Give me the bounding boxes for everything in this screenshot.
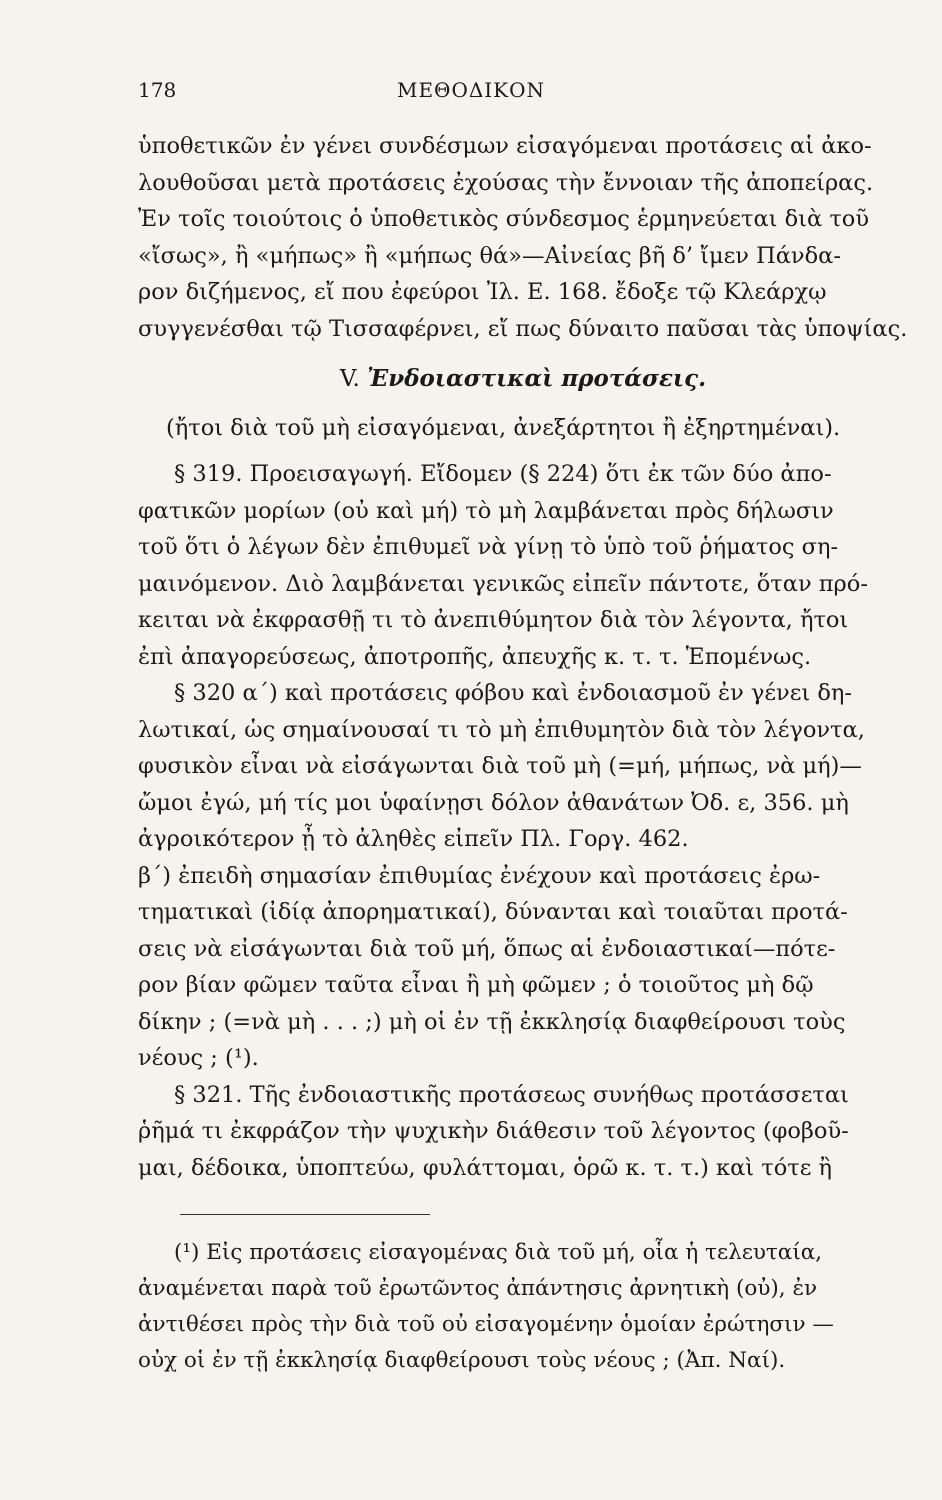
running-title: ΜΕΘΟΔΙΚΟΝ (396, 78, 546, 102)
text-line: § 321. Τῆς ἐνδοιαστικῆς προτάσεως συνήθως προτάσσεται (174, 1081, 849, 1108)
section-subtitle: (ἤτοι διὰ τοῦ μὴ εἰσαγόμεναι, ἀνεξάρτητοι ἢ ἐξηρτημέναι). (166, 414, 841, 441)
text-line: φατικῶν μορίων (οὐ καὶ μή) τὸ μὴ λαμβάνεται πρὸς δήλωσιν (138, 497, 834, 524)
text-line: β΄) ἐπειδὴ σημασίαν ἐπιθυμίας ἐνέχουν καὶ προτάσεις ἐρω- (138, 862, 821, 889)
footnote-line: ἀναμένεται παρὰ τοῦ ἐρωτῶντος ἀπάντησις ἀρνητικὴ (οὐ), ἐν (138, 1276, 818, 1301)
page-header (0, 78, 942, 108)
text-line: λωτικαί, ὡς σημαίνουσαί τι τὸ μὴ ἐπιθυμητὸν διὰ τὸν λέγοντα, (138, 716, 865, 743)
text-line: ὤμοι ἐγώ, μή τίς μοι ὑφαίνῃσι δόλον ἀθανάτων Ὀδ. ε, 356. μὴ (138, 789, 849, 816)
text-line: ἐπὶ ἀπαγορεύσεως, ἀποτροπῆς, ἀπευχῆς κ. τ. τ. Ἑπομένως. (138, 643, 812, 670)
text-line: λουθοῦσαι μετὰ προτάσεις ἐχούσας τὴν ἔννοιαν τῆς ἀποπείρας. (138, 169, 874, 196)
text-line: ρον διζήμενος, εἴ που ἐφεύροι Ἰλ. Ε. 168. ἔδοξε τῷ Κλεάρχῳ (138, 279, 827, 305)
text-line: ρον βίαν φῶμεν ταῦτα εἶναι ἢ μὴ φῶμεν ; ὁ τοιοῦτος μὴ δῷ (138, 972, 814, 998)
footnote (138, 1235, 908, 1379)
footnote-line: ἀντιθέσει πρὸς τὴν διὰ τοῦ οὐ εἰσαγομένην ὁμοίαν ἐρώτησιν — (138, 1312, 834, 1337)
text-line: ὑποθετικῶν ἐν γένει συνδέσμων εἰσαγόμεναι προτάσεις αἱ ἀκο- (138, 133, 872, 159)
footnote-line: (¹) Εἰς προτάσεις εἰσαγομένας διὰ τοῦ μή, οἷα ἡ τελευταία, (174, 1240, 823, 1265)
text-line: τοῦ ὅτι ὁ λέγων δὲν ἐπιθυμεῖ νὰ γίνῃ τὸ ὑπὸ τοῦ ῥήματος ση- (138, 534, 839, 560)
section-title: Ἐνδοιαστικαὶ προτάσεις. (367, 365, 707, 392)
text-line: μαινόμενον. Διὸ λαμβάνεται γενικῶς εἰπεῖν πάντοτε, ὅταν πρό- (138, 570, 868, 597)
main-text (138, 128, 908, 1186)
page-number: 178 (138, 78, 177, 102)
text-line: σεις νὰ εἰσάγωνται διὰ τοῦ μή, ὅπως αἱ ἐνδοιαστικαί—πότε- (138, 935, 836, 962)
section-number: V. (339, 366, 360, 392)
text-line: νέους ; (¹). (138, 1045, 259, 1071)
text-line: δίκην ; (=νὰ μὴ . . . ;) μὴ οἱ ἐν τῇ ἐκκλησίᾳ διαφθείρουσι τοὺς (138, 1008, 846, 1035)
footnote-line: οὐχ οἱ ἐν τῇ ἐκκλησίᾳ διαφθείρουσι τοὺς νέους ; (Ἀπ. Ναί). (138, 1348, 786, 1373)
text-line: μαι, δέδοικα, ὑποπτεύω, φυλάττομαι, ὁρῶ κ. τ. τ.) καὶ τότε ἢ (138, 1154, 833, 1181)
text-line: τηματικαὶ (ἰδίᾳ ἀπορηματικαί), δύνανται καὶ τοιαῦται προτά- (138, 899, 848, 925)
text-line: φυσικὸν εἶναι νὰ εἰσάγωνται διὰ τοῦ μὴ (=μή, μήπως, νὰ μή)— (138, 753, 862, 779)
text-line: ῥῆμά τι ἐκφράζον τὴν ψυχικὴν διάθεσιν τοῦ λέγοντος (φοβοῦ- (138, 1118, 849, 1144)
text-line: Ἐν τοῖς τοιούτοις ὁ ὑποθετικὸς σύνδεσμος ἑρμηνεύεται διὰ τοῦ (138, 206, 870, 232)
section-heading (138, 361, 908, 398)
text-line: κειται νὰ ἐκφρασθῇ τι τὸ ἀνεπιθύμητον διὰ τὸν λέγοντα, ἤτοι (138, 607, 849, 633)
text-line: συγγενέσθαι τῷ Τισσαφέρνει, εἴ πως δύναιτο παῦσαι τὰς ὑποψίας. (138, 315, 908, 342)
footnote-divider (180, 1214, 430, 1215)
text-line: ἀγροικότερον ᾖ τὸ ἀληθὲς εἰπεῖν Πλ. Γοργ. 462. (138, 826, 689, 852)
text-line: § 319. Προεισαγωγή. Εἴδομεν (§ 224) ὅτι ἐκ τῶν δύο ἀπο- (174, 461, 832, 487)
text-line: «ἴσως», ἢ «μήπως» ἢ «μήπως θά»—Αἰνείας βῆ δ’ ἴμεν Πάνδα- (138, 242, 841, 269)
text-line: § 320 α΄) καὶ προτάσεις φόβου καὶ ἐνδοιασμοῦ ἐν γένει δη- (174, 680, 852, 706)
